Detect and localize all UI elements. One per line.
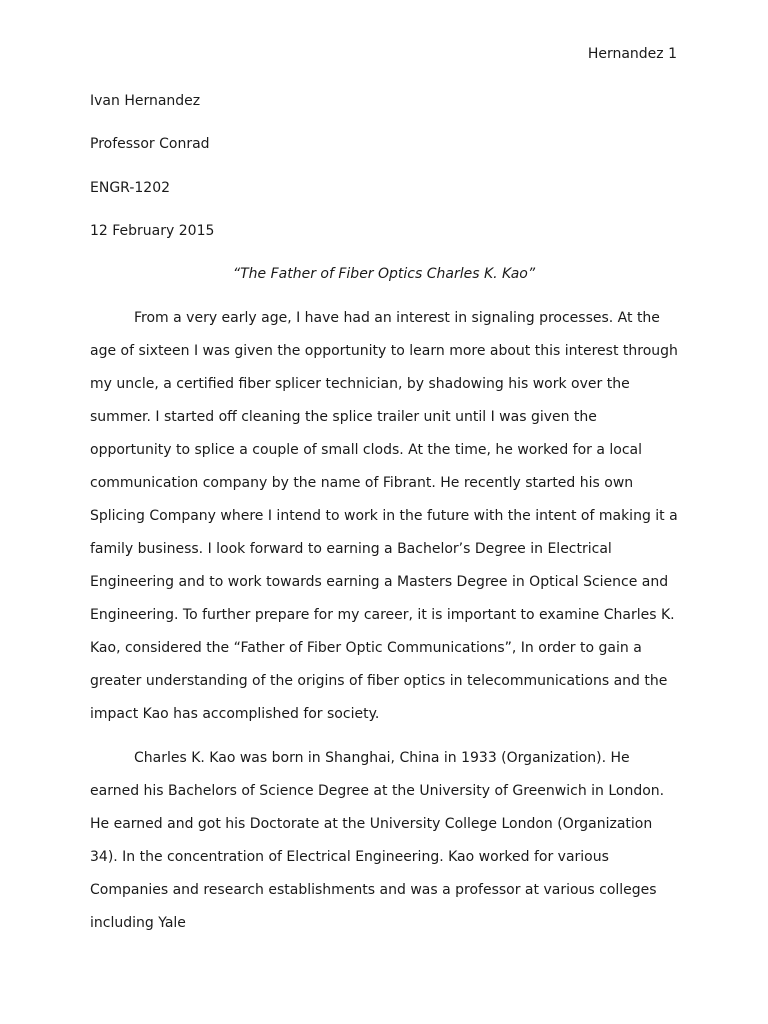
body-paragraph-1: From a very early age, I have had an interest in signaling processes. At the age of sixteen I was given the opportunity to learn more about this interest through my uncle, a certified fiber splicer technician, by shadowing his work over the summer. I started off cleaning the splice trailer unit until I was given the opportunity to splice a couple of small clods. At the time, he worked for a local communication company by the name of Fibrant. He recently started his own Splicing Company where I intend to work in the future with the intent of making it a family business. I look forward to earning a Bachelor’s Degree in Electrical Engineering and to work towards earning a Masters Degree in Optical Science and Engineering. To further prepare for my career, it is important to examine Charles K. Kao, considered the “Father of Fiber Optic Communications”, In order to gain a greater understanding of the origins of fiber optics in telecommunications and the impact Kao has accomplished for society. — [90, 310, 678, 722]
page-header: Hernandez 1 — [587, 46, 677, 62]
course-code: ENGR-1202 — [90, 180, 171, 196]
essay-date: 12 February 2015 — [90, 223, 215, 239]
professor-name: Professor Conrad — [90, 136, 210, 152]
student-name: Ivan Hernandez — [90, 93, 201, 109]
essay-title: “The Father of Fiber Optics Charles K. Kao” — [232, 266, 536, 282]
body-paragraph-2: Charles K. Kao was born in Shanghai, China in 1933 (Organization). He earned his Bachelors of Science Degree at the University of Greenwich in London. He earned and got his Doctorate at the University College London (Organization 34). In the concentration of Electrical Engineering. Kao worked for various Companies and research establishments and was a professor at various colleges including Yale — [90, 750, 665, 931]
